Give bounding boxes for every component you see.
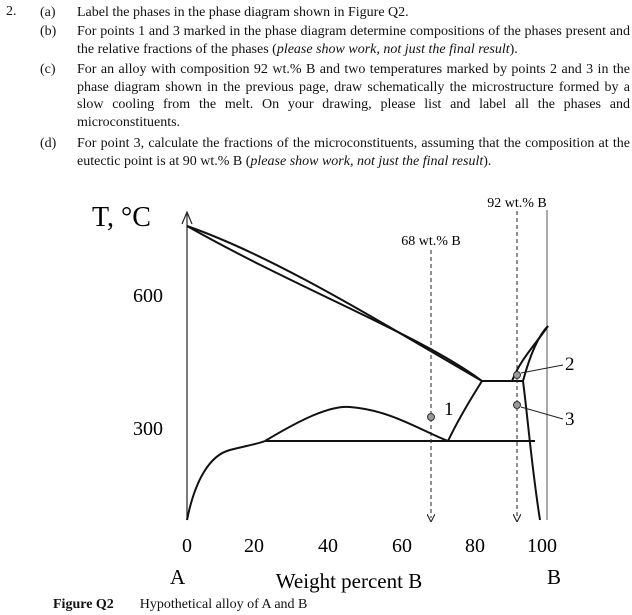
liquidus-line	[187, 226, 482, 381]
part-b-emphasis: please show work, not just the final result	[276, 41, 510, 57]
y-tick-600: 600	[133, 285, 163, 307]
x-tick-80: 80	[465, 535, 485, 557]
marker-68-label: 68 wt.% B	[401, 234, 461, 249]
x-axis-label: Weight percent B	[275, 569, 423, 593]
part-c-label: (c)	[40, 62, 56, 77]
left-end-label: A	[170, 565, 186, 589]
y-axis-label: T, °C	[92, 202, 151, 233]
point-2-label: 2	[565, 354, 575, 375]
part-b-body: For points 1 and 3 marked in the phase diagram determine compositions of the phases present and the relative fractions of the phases (	[77, 24, 630, 57]
part-b-label: (b)	[40, 24, 57, 39]
part-a-text: Label the phases in the phase diagram shown in Figure Q2.	[77, 5, 409, 20]
point-2-marker	[514, 372, 521, 379]
marker-92-label: 92 wt.% B	[487, 196, 547, 211]
x-tick-60: 60	[392, 535, 412, 557]
part-b-tail: ).	[509, 41, 518, 57]
part-d-tail: ).	[483, 153, 492, 169]
solvus-right	[523, 381, 540, 520]
right-end-label: B	[547, 565, 562, 589]
point-1-marker	[428, 414, 435, 421]
x-tick-100: 100	[527, 535, 557, 557]
question-number: 2.	[6, 4, 17, 19]
x-tick-20: 20	[244, 535, 264, 557]
point-3-label: 3	[565, 409, 575, 430]
figure-caption-label: Figure Q2	[53, 597, 114, 612]
point-1-label: 1	[444, 399, 454, 420]
part-d-emphasis: please show work, not just the final result	[250, 153, 484, 169]
point-3-marker	[514, 402, 521, 409]
part-c-text: For an alloy with composition 92 wt.% B and two temperatures marked by points 2 and 3 in the phase diagram shown in the previous page, draw schematically the microstructure formed by a slow cooling from the melt. On your drawing, please list and label all the phases and microconstituents.	[77, 62, 630, 130]
part-d-label: (d)	[40, 136, 57, 151]
part-a-label: (a)	[40, 5, 56, 20]
part-d-body: For point 3, calculate the fractions of the microconstituents, assuming that the composition at the eutectic point is at 90 wt.% B (	[77, 136, 630, 169]
x-tick-40: 40	[318, 535, 338, 557]
y-tick-300: 300	[133, 418, 163, 440]
figure-caption-text: Hypothetical alloy of A and B	[139, 597, 308, 612]
figure-caption	[53, 597, 307, 613]
x-tick-0: 0	[182, 535, 192, 557]
miscibility-dome	[265, 407, 448, 441]
solvus-left	[187, 441, 265, 520]
